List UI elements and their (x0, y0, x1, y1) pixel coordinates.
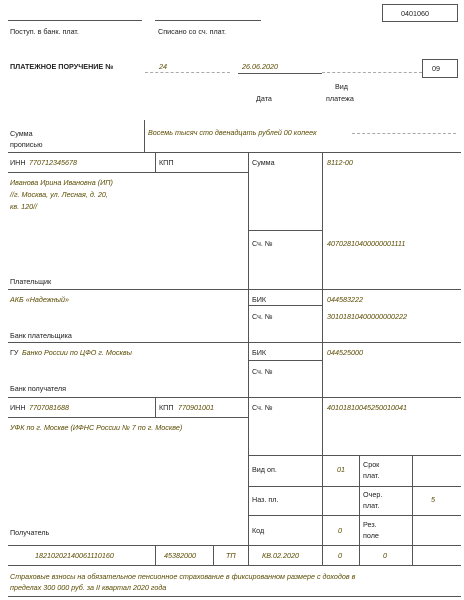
budget-col-6 (412, 545, 413, 565)
payer-inn: 770712345678 (29, 158, 77, 167)
col-term-divider (359, 455, 360, 545)
recipient-account-label: Сч. № (252, 403, 273, 412)
order-label-2: плат. (363, 501, 380, 510)
purpose-line-2: пределах 300 000 руб. за II квартал 2020 года (10, 583, 167, 592)
received-line (8, 20, 142, 21)
recipient-bank-label: Банк получателя (10, 384, 66, 393)
payer-bank-name: АКБ «Надежный» (10, 295, 69, 304)
payer-kpp-label: КПП (159, 158, 174, 167)
document-date: 26.06.2020 (242, 62, 278, 71)
term-label-1: Срок (363, 460, 380, 469)
recipient-bank-bik-label: БИК (252, 348, 267, 357)
payment-type-label-2: платежа (326, 94, 354, 103)
budget-col-5 (359, 545, 360, 565)
row-line-6 (8, 342, 461, 343)
doc-date: 0 (383, 551, 387, 560)
payer-bank-bik: 044583222 (327, 295, 363, 304)
recipient-inn: 7707081688 (29, 403, 69, 412)
row-line-5 (248, 305, 322, 306)
doc-number: 0 (338, 551, 342, 560)
payer-account: 40702810400000001111 (327, 239, 406, 248)
kbk: 18210202140061110160 (35, 551, 114, 560)
recipient-bank-name: Банко России по ЦФО г. Москвы (22, 348, 132, 357)
row-line-10 (248, 455, 461, 456)
budget-col-2 (213, 545, 214, 565)
document-title: ПЛАТЕЖНОЕ ПОРУЧЕНИЕ № (10, 62, 114, 71)
recipient-bank-bik: 044525000 (327, 348, 363, 357)
row-line-12 (248, 515, 461, 516)
code-value: 0 (338, 526, 342, 535)
payer-name-line-2: //г. Москва, ул. Лесная, д. 20, (10, 190, 108, 199)
date-label: Дата (256, 94, 272, 103)
purpose-code-label: Наз. пл. (252, 495, 279, 504)
debited-line (155, 20, 261, 21)
col-value-divider (322, 152, 323, 545)
order-label-1: Очер. (363, 490, 383, 499)
recipient-label: Получатель (10, 528, 50, 537)
payer-name-line-3: кв. 120// (10, 202, 38, 211)
row-line-7 (248, 360, 322, 361)
type-line (322, 72, 422, 73)
row-line-4 (8, 289, 461, 290)
payment-type-label-1: Вид (335, 82, 349, 91)
payer-name-line-1: Иванова Ирина Ивановна (ИП) (10, 178, 113, 187)
row-line-1 (8, 152, 461, 153)
reserve-label-1: Рез. (363, 520, 377, 529)
sum-words-label-1: Сумма (10, 129, 33, 138)
col-recipient-kpp (155, 397, 156, 417)
sum-words-value: Восемь тысяч сто двенадцать рублей 00 копеек (148, 128, 317, 137)
purpose-line-1: Страховые взносы на обязательное пенсионное страхование в фиксированном размере с доходов в (10, 572, 356, 581)
term-label-2: плат. (363, 471, 380, 480)
number-line (145, 72, 230, 73)
recipient-kpp-label: КПП (159, 403, 174, 412)
payer-inn-label: ИНН (10, 158, 26, 167)
document-number: 24 (159, 62, 167, 71)
recipient-kpp: 770901001 (178, 403, 214, 412)
row-line-9 (8, 417, 248, 418)
reserve-label-2: поле (363, 531, 379, 540)
recipient-inn-label: ИНН (10, 403, 26, 412)
budget-col-3 (248, 545, 249, 565)
sum-words-divider (144, 120, 145, 152)
budget-col-4 (322, 545, 323, 565)
recipient-account: 40101810045250010041 (327, 403, 407, 412)
row-line-14 (8, 565, 461, 566)
sum-words-label-2: прописью (10, 140, 43, 149)
date-line (238, 73, 322, 74)
payment-type-code: 09 (432, 64, 440, 73)
payer-bank-account-label: Сч. № (252, 312, 273, 321)
op-type: 01 (337, 465, 345, 474)
sum-words-dash (352, 133, 456, 134)
debited-label: Списано со сч. плат. (158, 27, 226, 36)
payer-account-label: Сч. № (252, 239, 273, 248)
amount: 8112-00 (327, 158, 353, 167)
col-right-divider (412, 455, 413, 545)
row-line-2 (8, 172, 248, 173)
basis: ТП (226, 551, 236, 560)
period: КВ.02.2020 (262, 551, 300, 560)
row-line-3 (248, 230, 322, 231)
payer-bank-account: 30101810400000000222 (327, 312, 407, 321)
payment-type-box (422, 59, 458, 78)
oktmo: 45382000 (164, 551, 196, 560)
code-label: Код (252, 526, 265, 535)
recipient-name: УФК по г. Москве (ИФНС России № 7 по г. Москве) (10, 423, 183, 432)
row-line-11 (248, 486, 461, 487)
op-type-label: Вид оп. (252, 465, 277, 474)
received-label: Поступ. в банк. плат. (10, 27, 79, 36)
payer-bank-bik-label: БИК (252, 295, 267, 304)
row-line-8 (8, 397, 461, 398)
sum-label: Сумма (252, 158, 275, 167)
col-main-divider (248, 152, 249, 545)
budget-col-1 (155, 545, 156, 565)
row-line-13 (8, 545, 461, 546)
recipient-bank-account-label: Сч. № (252, 367, 273, 376)
form-code: 0401060 (401, 9, 429, 18)
col-payer-kpp (155, 152, 156, 172)
payer-label: Плательщик (10, 277, 52, 286)
order-value: 5 (431, 495, 435, 504)
payer-bank-label: Банк плательщика (10, 331, 72, 340)
bottom-line (8, 596, 461, 597)
recipient-bank-prefix: ГУ (10, 348, 19, 357)
